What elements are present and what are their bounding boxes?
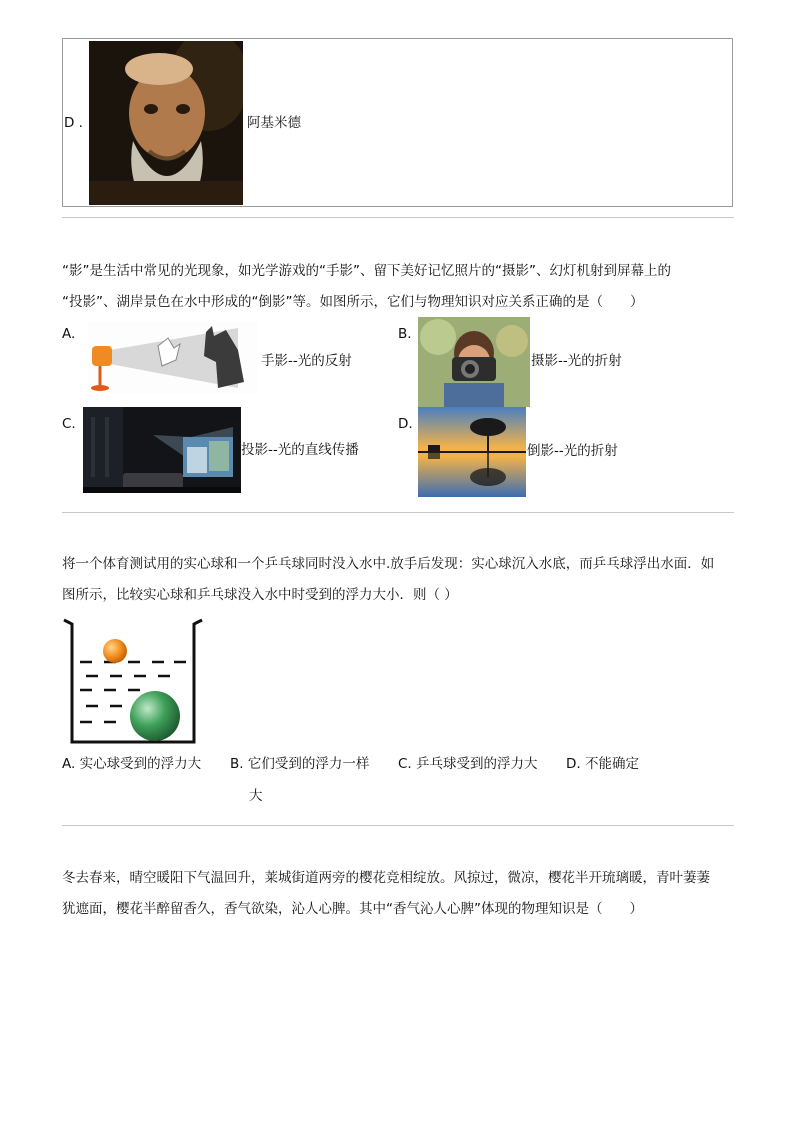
option-a-text: 实心球受到的浮力大: [79, 756, 202, 772]
option-d-label: D.: [398, 416, 413, 432]
option-a-label: A.: [62, 326, 76, 342]
divider: [62, 217, 734, 218]
option-c-text: 投影--光的直线传播: [241, 442, 359, 458]
photographer-illustration: [418, 317, 530, 407]
question-stem-line: “影”是生活中常见的光现象，如光学游戏的“手影”、留下美好记忆照片的“摄影”、幻灯机射到屏幕上的: [62, 263, 671, 279]
question-stem-line: 犹遮面，樱花半醉留香久，香气欲染，沁人心脾。其中“香气沁人心脾”体现的物理知识是（ ）: [62, 901, 643, 917]
divider: [62, 825, 734, 826]
option-b-text: 摄影--光的折射: [531, 353, 622, 369]
ping-pong-ball: [103, 639, 127, 663]
option-d-text: 阿基米德: [247, 115, 301, 131]
option-d-text: 倒影--光的折射: [527, 443, 618, 459]
projector-illustration: [83, 407, 241, 493]
option-a-text: 手影--光的反射: [261, 353, 352, 369]
photographer-image: [418, 317, 530, 407]
option-a-label: A.: [62, 756, 76, 772]
hand-shadow-illustration: [88, 322, 258, 394]
question-stem-line: 冬去春来，晴空暖阳下气温回升，莱城街道两旁的樱花竞相绽放。风掠过，微凉，樱花半开琉璃暖，青叶萋萋: [62, 870, 710, 886]
option-d-label: D.: [566, 756, 581, 772]
option-d: [566, 755, 639, 773]
beaker-illustration: [62, 618, 204, 746]
projector-image: [83, 407, 241, 493]
option-a: [62, 755, 201, 773]
option-d-text: 不能确定: [584, 756, 639, 772]
option-b-label: B.: [230, 756, 244, 772]
question-stem-line: 图所示，比较实心球和乒乓球没入水中时受到的浮力大小．则（ ）: [62, 587, 458, 603]
reflection-image: [418, 407, 526, 497]
option-b-text: 它们受到的浮力一样: [247, 756, 370, 772]
question-stem-line: “投影”、湖岸景色在水中形成的“倒影”等。如图所示，它们与物理知识对应关系正确的是（ ）: [62, 294, 644, 310]
question-stem-line: 将一个体育测试用的实心球和一个乒乓球同时没入水中.放手后发现：实心球沉入水底，而乒乓球浮出水面．如: [62, 556, 715, 572]
reflection-illustration: [418, 407, 526, 497]
option-b-text-continued: 大: [249, 788, 263, 804]
option-c-text: 乒乓球受到的浮力大: [416, 756, 538, 772]
option-c-label: C.: [398, 756, 412, 772]
option-d-label: D .: [64, 115, 83, 131]
portrait-illustration: [89, 41, 243, 205]
option-b: [230, 755, 369, 773]
divider: [62, 512, 734, 513]
beaker-diagram: [62, 618, 204, 746]
hand-shadow-image: [88, 322, 258, 394]
option-b-label: B.: [398, 326, 412, 342]
solid-ball: [130, 691, 180, 741]
portrait-image: [89, 41, 243, 205]
option-c: [398, 755, 538, 773]
option-c-label: C.: [62, 416, 76, 432]
